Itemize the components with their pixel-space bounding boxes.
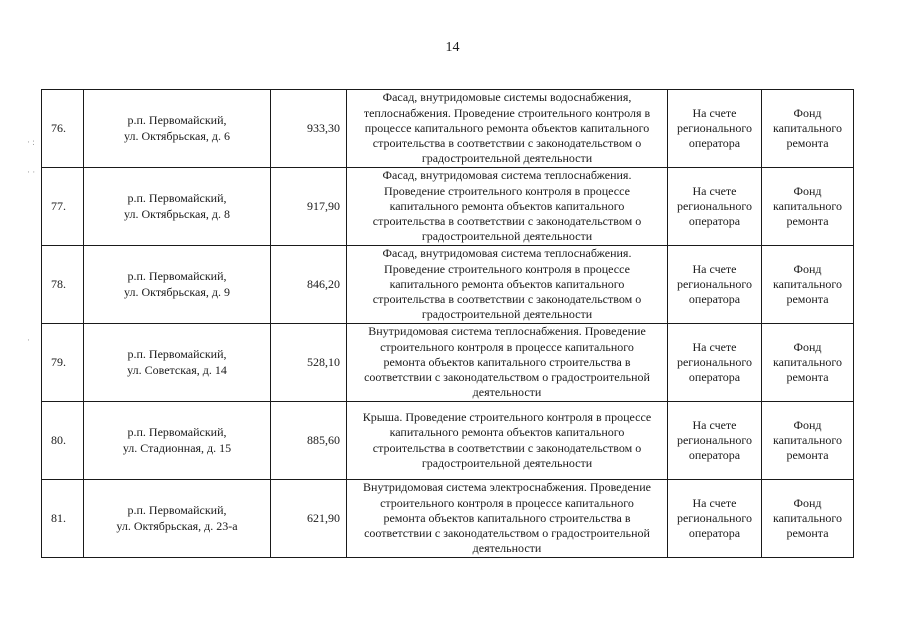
row-funding-source [762,402,854,480]
repair-works-table [41,89,854,558]
row-accumulation-method-line: оператора [688,214,741,229]
row-accumulation-method-line: На счете [692,261,737,276]
row-work-description [347,168,668,246]
row-accumulation-method-line: регионального [676,198,753,213]
row-funding-source-line: ремонта [786,526,829,541]
row-work-description-line: соответствии с законодательством о градостроительной [364,370,650,385]
row-accumulation-method-line: регионального [676,276,753,291]
row-work-description-line: Проведение строительного контроля в процессе [384,183,630,198]
row-funding-source-line: ремонта [786,136,829,151]
table-row [42,402,854,480]
row-accumulation-method [668,90,762,168]
row-work-description [347,324,668,402]
row-funding-source-line: Фонд [793,183,822,198]
scan-speck: · : [27,137,35,147]
row-work-description-line: Крыша. Проведение строительного контроля в процессе [362,409,652,424]
row-accumulation-method-line: регионального [676,510,753,525]
row-number: 81. [42,480,84,558]
page-number: 14 [445,40,460,55]
row-funding-source-line: Фонд [793,261,822,276]
row-funding-source-line: Фонд [793,495,822,510]
row-accumulation-method [668,246,762,324]
row-address-line: р.п. Первомайский, [127,269,227,284]
row-work-description-line: Внутридомовая система электроснабжения. Проведение [363,480,651,495]
row-funding-source-line: Фонд [793,105,822,120]
row-address-line: ул. Советская, д. 14 [127,362,227,377]
row-funding-source-line: капитального [773,510,842,525]
row-work-description-line: теплоснабжения. Проведение строительного контроля в [363,105,651,120]
row-accumulation-method-line: регионального [676,432,753,447]
row-accumulation-method-line: На счете [692,495,737,510]
row-funding-source-line: ремонта [786,448,829,463]
row-number: 76. [42,90,84,168]
row-funding-source-line: Фонд [793,417,822,432]
row-funding-source-line: капитального [773,354,842,369]
row-accumulation-method [668,402,762,480]
row-accumulation-method [668,324,762,402]
row-work-description-line: градостроительной деятельности [421,307,593,322]
row-work-description [347,246,668,324]
row-work-description-line: градостроительной деятельности [421,151,593,166]
row-work-description-line: ремонта объектов капитального строительства в [383,354,631,369]
row-work-description-line: градостроительной деятельности [421,455,593,470]
row-funding-source-line: Фонд [793,339,822,354]
row-address-line: р.п. Первомайский, [127,425,227,440]
row-area: 528,10 [271,324,347,402]
row-address [84,168,271,246]
row-funding-source-line: ремонта [786,370,829,385]
row-funding-source [762,90,854,168]
row-funding-source-line: капитального [773,276,842,291]
row-work-description-line: капитального ремонта объектов капитального [389,425,625,440]
row-work-description-line: процессе капитального ремонта объектов капитального [364,120,650,135]
row-funding-source [762,480,854,558]
row-funding-source [762,324,854,402]
row-work-description-line: Фасад, внутридомовые системы водоснабжения, [382,90,632,105]
row-address-line: р.п. Первомайский, [127,503,227,518]
row-funding-source-line: капитального [773,198,842,213]
row-work-description-line: ремонта объектов капитального строительства в [383,510,631,525]
row-accumulation-method-line: оператора [688,526,741,541]
row-funding-source [762,168,854,246]
row-address-line: ул. Октябрьская, д. 9 [124,284,230,299]
row-work-description-line: соответствии с законодательством о градостроительной [364,526,650,541]
row-work-description-line: капитального ремонта объектов капитального [389,198,625,213]
row-accumulation-method [668,480,762,558]
row-work-description-line: строительства в соответствии с законодательством о [372,136,642,151]
row-address [84,246,271,324]
row-accumulation-method-line: регионального [676,120,753,135]
table-body [42,90,854,558]
row-accumulation-method-line: На счете [692,417,737,432]
row-address [84,402,271,480]
row-address-line: р.п. Первомайский, [127,347,227,362]
row-accumulation-method-line: оператора [688,370,741,385]
row-work-description-line: деятельности [472,385,542,400]
row-accumulation-method-line: оператора [688,292,741,307]
row-funding-source-line: ремонта [786,292,829,307]
row-accumulation-method-line: На счете [692,105,737,120]
table-row [42,90,854,168]
row-area: 846,20 [271,246,347,324]
row-work-description-line: градостроительной деятельности [421,229,593,244]
row-funding-source-line: капитального [773,120,842,135]
row-work-description [347,480,668,558]
row-address-line: ул. Октябрьская, д. 8 [124,206,230,221]
row-work-description-line: строительства в соответствии с законодательством о [372,440,642,455]
row-accumulation-method-line: На счете [692,183,737,198]
row-accumulation-method-line: регионального [676,354,753,369]
row-number: 80. [42,402,84,480]
row-address-line: р.п. Первомайский, [127,191,227,206]
row-work-description-line: Внутридомовая система теплоснабжения. Проведение [368,324,646,339]
row-funding-source-line: капитального [773,432,842,447]
row-number: 78. [42,246,84,324]
row-accumulation-method-line: оператора [688,136,741,151]
row-work-description-line: деятельности [472,541,542,556]
scan-speck: · · [27,167,36,177]
row-address-line: ул. Октябрьская, д. 6 [124,128,230,143]
row-area: 917,90 [271,168,347,246]
row-address-line: р.п. Первомайский, [127,113,227,128]
table-row [42,246,854,324]
row-work-description-line: строительства в соответствии с законодательством о [372,214,642,229]
row-work-description-line: Фасад, внутридомовая система теплоснабжения. [382,246,632,261]
row-accumulation-method [668,168,762,246]
row-work-description-line: строительства в соответствии с законодательством о [372,292,642,307]
row-work-description-line: Фасад, внутридомовая система теплоснабжения. [382,168,632,183]
row-accumulation-method-line: оператора [688,448,741,463]
row-work-description-line: строительного контроля в процессе капитального [380,495,634,510]
row-address-line: ул. Стадионная, д. 15 [122,440,232,455]
table-row [42,480,854,558]
row-work-description-line: капитального ремонта объектов капитального [389,276,625,291]
table-row [42,324,854,402]
row-work-description [347,90,668,168]
row-funding-source [762,246,854,324]
row-address-line: ул. Октябрьская, д. 23-а [116,518,238,533]
row-work-description [347,402,668,480]
row-number: 77. [42,168,84,246]
row-number: 79. [42,324,84,402]
row-address [84,90,271,168]
table-row [42,168,854,246]
row-area: 933,30 [271,90,347,168]
row-accumulation-method-line: На счете [692,339,737,354]
row-work-description-line: строительного контроля в процессе капитального [380,339,634,354]
row-address [84,324,271,402]
row-address [84,480,271,558]
scan-speck: · [27,335,30,345]
row-work-description-line: Проведение строительного контроля в процессе [384,261,630,276]
row-funding-source-line: ремонта [786,214,829,229]
row-area: 621,90 [271,480,347,558]
row-area: 885,60 [271,402,347,480]
